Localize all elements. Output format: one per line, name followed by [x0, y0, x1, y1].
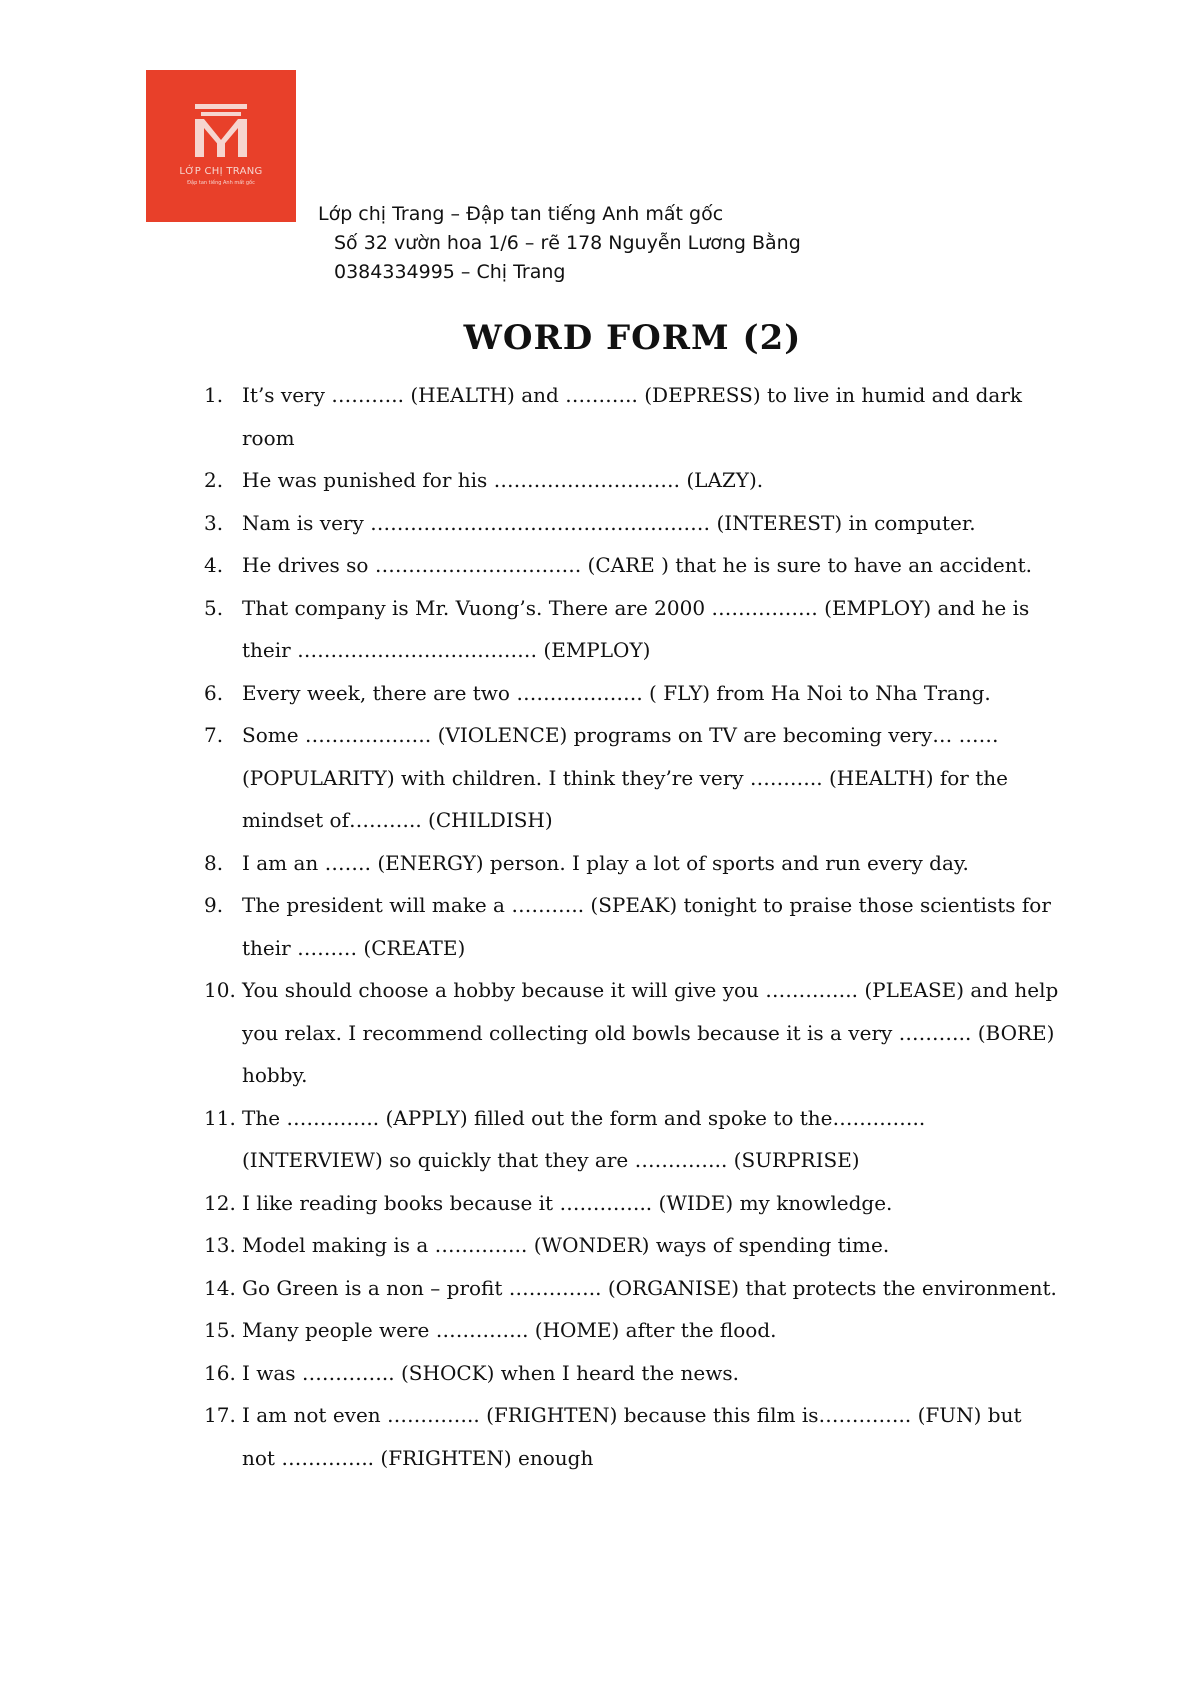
- question-number: 16.: [204, 1360, 236, 1385]
- question-item: [200, 1224, 1060, 1267]
- question-text: I was ………….. (SHOCK) when I heard the news.: [242, 1360, 740, 1385]
- question-text: Go Green is a non – profit ………….. (ORGANISE) that protects the environment.: [242, 1275, 1057, 1300]
- question-text: The ………….. (APPLY) filled out the form and spoke to the………….. (INTERVIEW) so quickly that they are ………….. (SURPRISE): [242, 1105, 926, 1172]
- question-item: [200, 969, 1060, 1097]
- question-item: [200, 1267, 1060, 1310]
- logo-tagline: Đập tan tiếng Anh mất gốc: [187, 180, 255, 186]
- question-text: Model making is a ………….. (WONDER) ways of spending time.: [242, 1233, 890, 1257]
- question-text: That company is Mr. Vuong’s. There are 2000 ……………. (EMPLOY) and he is their ……………………………… (EMPLOY): [242, 595, 1030, 662]
- question-item: [200, 544, 1060, 587]
- question-item: [200, 672, 1060, 715]
- logo: [146, 70, 296, 222]
- question-item: [200, 1352, 1060, 1395]
- question-item: [200, 587, 1060, 672]
- question-number: 4.: [204, 553, 224, 577]
- question-item: [200, 884, 1060, 969]
- question-number: 2.: [204, 468, 224, 492]
- question-text: It’s very ……….. (HEALTH) and ……….. (DEPRESS) to live in humid and dark room: [242, 383, 1023, 450]
- question-item: [200, 1309, 1060, 1352]
- question-number: 3.: [204, 510, 224, 535]
- question-text: I am not even ………….. (FRIGHTEN) because this film is………….. (FUN) but not ………….. (FRIGHTEN) enough: [242, 1403, 1022, 1470]
- question-number: 9.: [204, 893, 224, 917]
- question-item: [200, 714, 1060, 842]
- question-text: The president will make a ……….. (SPEAK) tonight to praise those scientists for their ……… (CREATE): [242, 893, 1051, 960]
- question-item: [200, 1394, 1060, 1479]
- page-title: WORD FORM (2): [463, 318, 802, 358]
- question-list: [200, 374, 1060, 1479]
- question-text: Many people were ………….. (HOME) after the flood.: [242, 1318, 777, 1342]
- question-number: 7.: [204, 723, 224, 747]
- question-text: I am an ……. (ENERGY) person. I play a lot of sports and run every day.: [242, 850, 969, 875]
- question-item: [200, 1097, 1060, 1182]
- question-number: 13.: [204, 1233, 236, 1257]
- building-logo-icon: [191, 104, 251, 160]
- question-item: [200, 1182, 1060, 1225]
- question-number: 5.: [204, 595, 224, 620]
- question-text: You should choose a hobby because it will give you ………….. (PLEASE) and help you relax. I recommend collecting old bowls because it is a very ……….. (BORE) hobby.: [242, 978, 1059, 1087]
- question-text: Nam is very …………………………………………… (INTEREST) in computer.: [242, 510, 976, 535]
- logo-brand-text: LỚP CHỊ TRANG: [179, 166, 263, 177]
- question-item: [200, 842, 1060, 885]
- question-text: I like reading books because it ………….. (WIDE) my knowledge.: [242, 1190, 893, 1215]
- header-phone: 0384334995 – Chị Trang: [334, 261, 566, 283]
- question-text: He was punished for his ………………………. (LAZY).: [242, 468, 764, 492]
- question-number: 10.: [204, 978, 236, 1002]
- question-number: 1.: [204, 383, 224, 407]
- question-number: 14.: [204, 1275, 236, 1300]
- header-address: Số 32 vườn hoa 1/6 – rẽ 178 Nguyễn Lương Bằng: [334, 232, 801, 254]
- question-text: He drives so …………………………. (CARE ) that he is sure to have an accident.: [242, 553, 1033, 577]
- question-text: Some ………………. (VIOLENCE) programs on TV are becoming very… …… (POPULARITY) with children. I think they’re very ……….. (HEALTH) for the mindset of……….. (CHILDISH): [242, 723, 1008, 832]
- question-item: [200, 502, 1060, 545]
- question-number: 11.: [204, 1105, 236, 1130]
- question-number: 15.: [204, 1318, 236, 1342]
- question-number: 6.: [204, 680, 224, 705]
- question-number: 17.: [204, 1403, 236, 1427]
- question-text: Every week, there are two ………………. ( FLY) from Ha Noi to Nha Trang.: [242, 680, 991, 705]
- question-number: 8.: [204, 850, 224, 875]
- header-class-name: Lớp chị Trang – Đập tan tiếng Anh mất gốc: [318, 203, 724, 225]
- question-item: [200, 459, 1060, 502]
- question-number: 12.: [204, 1190, 236, 1215]
- question-item: [200, 374, 1060, 459]
